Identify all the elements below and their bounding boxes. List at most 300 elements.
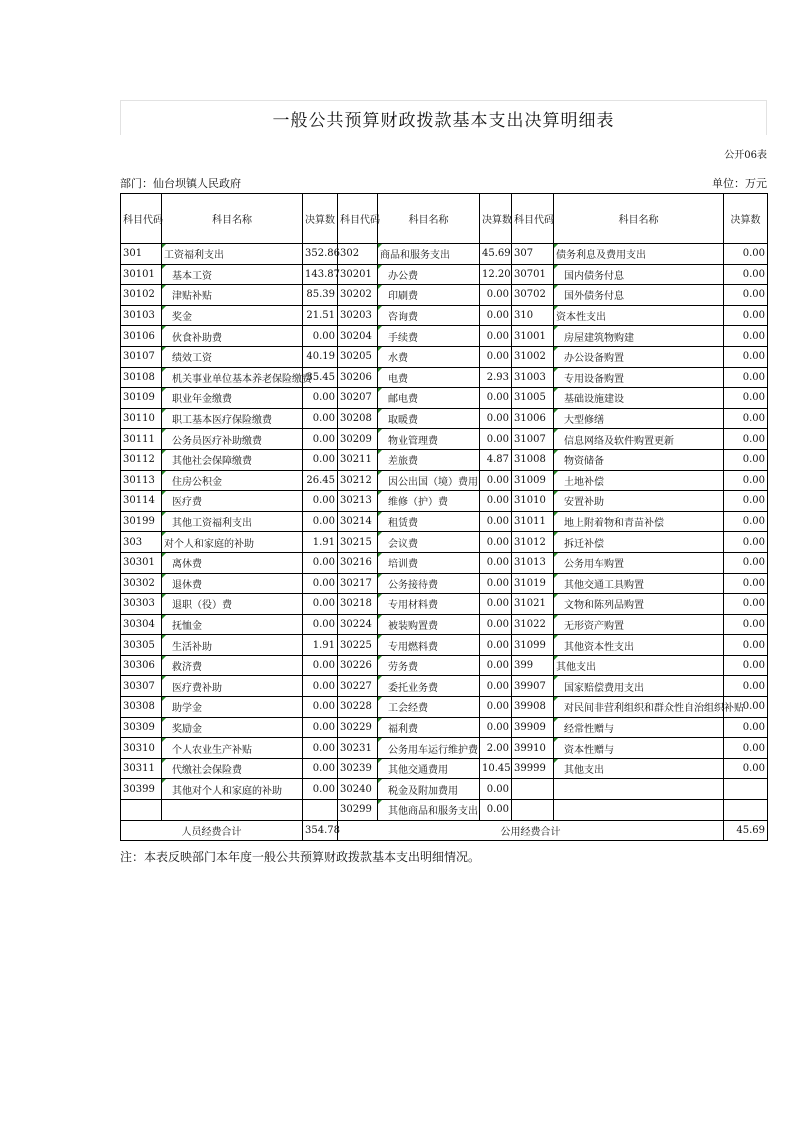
subject-code-cell: 399 [512,655,554,676]
amount-cell: 26.45 [303,470,338,491]
subject-name-cell: 经常性赠与 [554,717,724,738]
subject-code-cell: 30114 [121,491,162,512]
subject-code-cell [121,800,162,821]
subject-code-cell: 31003 [512,367,554,388]
amount-cell: 4.87 [480,449,512,470]
amount-cell: 0.00 [303,326,338,347]
subject-code-cell: 30211 [338,449,378,470]
subject-code-cell: 30231 [338,738,378,759]
table-row [121,635,768,656]
subject-name-cell: 公务用车购置 [554,552,724,573]
amount-cell: 0.00 [303,655,338,676]
subject-code-cell: 31009 [512,470,554,491]
amount-cell: 0.00 [724,449,768,470]
amount-cell: 0.00 [303,717,338,738]
table-row [121,738,768,759]
amount-cell: 0.00 [724,264,768,285]
amount-cell: 40.19 [303,346,338,367]
subject-code-cell: 31013 [512,552,554,573]
amount-cell: 0.00 [724,552,768,573]
amount-cell: 0.00 [724,388,768,409]
subject-name-cell: 劳务费 [378,655,480,676]
amount-cell: 0.00 [724,655,768,676]
table-row [121,449,768,470]
amount-cell: 0.00 [303,614,338,635]
amount-cell: 0.00 [480,326,512,347]
amount-cell: 0.00 [480,491,512,512]
amount-cell: 0.00 [724,367,768,388]
amount-cell: 0.00 [480,511,512,532]
subject-name-cell: 资本性赠与 [554,738,724,759]
subject-code-cell: 30215 [338,532,378,553]
subject-code-cell: 30311 [121,758,162,779]
subject-code-cell: 31005 [512,388,554,409]
subject-code-cell: 30207 [338,388,378,409]
amount-cell [303,800,338,821]
subject-name-cell: 救济费 [162,655,303,676]
subject-code-cell: 30227 [338,676,378,697]
subject-name-cell: 津贴补贴 [162,285,303,306]
table-row [121,779,768,800]
amount-cell: 0.00 [303,779,338,800]
subject-code-cell: 39907 [512,676,554,697]
amount-cell: 0.00 [724,244,768,265]
subject-code-cell: 310 [512,305,554,326]
amount-cell: 0.00 [724,408,768,429]
subject-code-cell: 39909 [512,717,554,738]
amount-cell: 0.00 [480,614,512,635]
subject-name-cell: 基本工资 [162,264,303,285]
amount-cell: 0.00 [303,511,338,532]
subject-code-cell: 30302 [121,573,162,594]
table-row [121,511,768,532]
subject-name-cell: 专用燃料费 [378,635,480,656]
amount-cell: 12.20 [480,264,512,285]
subject-name-cell: 其他交通费用 [378,758,480,779]
amount-cell: 0.00 [724,717,768,738]
amount-cell: 2.93 [480,367,512,388]
subject-code-cell: 30205 [338,346,378,367]
subject-name-cell: 奖励金 [162,717,303,738]
subject-name-cell: 安置补助 [554,491,724,512]
subject-name-cell: 其他对个人和家庭的补助 [162,779,303,800]
header-subject-name-1: 科目名称 [162,194,303,244]
subject-name-cell: 公务接待费 [378,573,480,594]
table-row [121,573,768,594]
header-amount-1: 决算数 [303,194,338,244]
subject-code-cell: 30224 [338,614,378,635]
subject-code-cell: 30206 [338,367,378,388]
subject-code-cell: 30239 [338,758,378,779]
amount-cell: 0.00 [724,697,768,718]
table-row [121,367,768,388]
table-row [121,429,768,450]
subject-code-cell: 30103 [121,305,162,326]
subject-code-cell: 30307 [121,676,162,697]
subject-code-cell: 31012 [512,532,554,553]
subject-name-cell: 医疗费补助 [162,676,303,697]
amount-cell: 0.00 [480,285,512,306]
subject-name-cell: 土地补偿 [554,470,724,491]
table-row [121,491,768,512]
subject-name-cell: 机关事业单位基本养老保险缴费 [162,367,303,388]
subject-name-cell: 水费 [378,346,480,367]
amount-cell: 0.00 [303,491,338,512]
subject-name-cell: 公务员医疗补助缴费 [162,429,303,450]
subject-name-cell: 医疗费 [162,491,303,512]
table-row [121,800,768,821]
expenditure-table [120,193,768,841]
public-total-label: 公用经费合计 [338,820,724,841]
subject-name-cell: 邮电费 [378,388,480,409]
title-row [120,100,767,135]
subject-code-cell: 30309 [121,717,162,738]
table-body [121,244,768,821]
subject-name-cell: 基础设施建设 [554,388,724,409]
subject-name-cell: 专用材料费 [378,594,480,615]
amount-cell: 0.00 [480,552,512,573]
table-row [121,285,768,306]
subject-name-cell: 印刷费 [378,285,480,306]
table-row [121,697,768,718]
subject-code-cell: 31021 [512,594,554,615]
subject-code-cell: 31022 [512,614,554,635]
subject-code-cell: 30106 [121,326,162,347]
subject-name-cell: 奖金 [162,305,303,326]
amount-cell: 0.00 [724,326,768,347]
subject-name-cell: 福利费 [378,717,480,738]
amount-cell: 0.00 [303,697,338,718]
header-subject-code-3: 科目代码 [512,194,554,244]
subject-name-cell: 电费 [378,367,480,388]
subject-name-cell: 资本性支出 [554,305,724,326]
subject-code-cell: 301 [121,244,162,265]
table-row [121,655,768,676]
subject-code-cell: 31002 [512,346,554,367]
subject-code-cell: 39999 [512,758,554,779]
subject-name-cell [554,800,724,821]
subject-code-cell: 30199 [121,511,162,532]
amount-cell: 0.00 [303,388,338,409]
subject-code-cell: 30228 [338,697,378,718]
subject-code-cell: 31007 [512,429,554,450]
header-amount-2: 决算数 [480,194,512,244]
subject-name-cell: 委托业务费 [378,676,480,697]
subject-code-cell: 31006 [512,408,554,429]
subject-code-cell: 30303 [121,594,162,615]
amount-cell: 0.00 [303,449,338,470]
amount-cell: 0.00 [724,305,768,326]
subject-code-cell: 39908 [512,697,554,718]
report-sheet [120,100,767,841]
amount-cell: 0.00 [480,532,512,553]
totals-row [121,820,768,841]
amount-cell: 45.69 [480,244,512,265]
amount-cell: 0.00 [303,758,338,779]
amount-cell: 0.00 [480,800,512,821]
amount-cell: 0.00 [480,676,512,697]
amount-cell: 0.00 [724,491,768,512]
subject-code-cell: 30217 [338,573,378,594]
subject-code-cell: 30107 [121,346,162,367]
amount-cell: 0.00 [303,408,338,429]
table-row [121,408,768,429]
subject-name-cell: 离休费 [162,552,303,573]
personnel-total-value: 354.78 [303,820,338,841]
subject-name-cell: 其他交通工具购置 [554,573,724,594]
subject-code-cell: 30226 [338,655,378,676]
subject-name-cell: 取暖费 [378,408,480,429]
subject-name-cell: 其他资本性支出 [554,635,724,656]
amount-cell: 0.00 [724,346,768,367]
subject-code-cell: 30218 [338,594,378,615]
table-row [121,717,768,738]
subject-name-cell: 拆迁补偿 [554,532,724,553]
amount-cell [724,800,768,821]
amount-cell: 0.00 [480,408,512,429]
amount-cell: 0.00 [724,594,768,615]
subject-name-cell: 文物和陈列品购置 [554,594,724,615]
subject-name-cell: 绩效工资 [162,346,303,367]
amount-cell: 0.00 [303,738,338,759]
amount-cell: 0.00 [724,573,768,594]
amount-cell: 0.00 [724,429,768,450]
amount-cell: 2.00 [480,738,512,759]
table-row [121,305,768,326]
subject-code-cell: 30202 [338,285,378,306]
subject-name-cell: 信息网络及软件购置更新 [554,429,724,450]
subject-name-cell: 其他工资福利支出 [162,511,303,532]
subject-code-cell: 307 [512,244,554,265]
subject-name-cell: 退职（役）费 [162,594,303,615]
subject-name-cell: 助学金 [162,697,303,718]
page-title: 一般公共预算财政拨款基本支出决算明细表 [272,110,615,131]
subject-name-cell: 办公设备购置 [554,346,724,367]
amount-cell: 0.00 [724,470,768,491]
amount-cell: 0.00 [480,470,512,491]
subject-name-cell: 会议费 [378,532,480,553]
subject-name-cell: 商品和服务支出 [378,244,480,265]
subject-code-cell: 30304 [121,614,162,635]
subject-name-cell: 因公出国（境）费用 [378,470,480,491]
table-row [121,532,768,553]
amount-cell: 352.86 [303,244,338,265]
subject-name-cell: 专用设备购置 [554,367,724,388]
code-row [120,135,767,171]
subject-name-cell: 工资福利支出 [162,244,303,265]
subject-name-cell: 差旅费 [378,449,480,470]
amount-cell: 0.00 [724,532,768,553]
subject-name-cell: 物资储备 [554,449,724,470]
subject-code-cell: 30225 [338,635,378,656]
subject-name-cell: 办公费 [378,264,480,285]
subject-name-cell: 租赁费 [378,511,480,532]
subject-name-cell: 职工基本医疗保险缴费 [162,408,303,429]
amount-cell: 35.45 [303,367,338,388]
amount-cell: 0.00 [724,738,768,759]
amount-cell: 0.00 [303,573,338,594]
doc-code-label: 公开06表 [724,150,767,161]
amount-cell: 10.45 [480,758,512,779]
personnel-total-label: 人员经费合计 [121,820,303,841]
amount-cell: 1.91 [303,635,338,656]
table-row [121,470,768,491]
subject-name-cell [162,800,303,821]
table-row [121,264,768,285]
header-amount-3: 决算数 [724,194,768,244]
amount-cell: 0.00 [724,285,768,306]
subject-name-cell: 工会经费 [378,697,480,718]
subject-code-cell: 31011 [512,511,554,532]
amount-cell: 0.00 [303,676,338,697]
subject-name-cell: 国家赔偿费用支出 [554,676,724,697]
subject-code-cell: 30701 [512,264,554,285]
subject-code-cell: 31008 [512,449,554,470]
subject-code-cell: 302 [338,244,378,265]
amount-cell: 0.00 [480,717,512,738]
subject-code-cell: 30208 [338,408,378,429]
subject-code-cell: 30112 [121,449,162,470]
subject-name-cell: 伙食补助费 [162,326,303,347]
subject-name-cell: 住房公积金 [162,470,303,491]
subject-name-cell: 培训费 [378,552,480,573]
subject-code-cell: 30308 [121,697,162,718]
amount-cell: 0.00 [480,305,512,326]
subject-code-cell: 30310 [121,738,162,759]
subject-name-cell: 对个人和家庭的补助 [162,532,303,553]
table-row [121,326,768,347]
subject-code-cell: 30108 [121,367,162,388]
subject-code-cell: 30212 [338,470,378,491]
subject-name-cell: 手续费 [378,326,480,347]
subject-code-cell: 30229 [338,717,378,738]
unit-label: 单位：万元 [712,177,767,190]
subject-code-cell: 30209 [338,429,378,450]
table-header-row [121,194,768,244]
subject-name-cell: 对民间非营利组织和群众性自治组织补贴 [554,697,724,718]
subject-name-cell: 地上附着物和青苗补偿 [554,511,724,532]
subject-name-cell: 退休费 [162,573,303,594]
subject-code-cell: 30203 [338,305,378,326]
subject-code-cell: 30110 [121,408,162,429]
footnote: 注：本表反映部门本年度一般公共预算财政拨款基本支出明细情况。 [120,850,481,864]
amount-cell: 1.91 [303,532,338,553]
subject-code-cell: 39910 [512,738,554,759]
header-subject-name-3: 科目名称 [554,194,724,244]
subject-name-cell: 生活补助 [162,635,303,656]
subject-name-cell: 债务利息及费用支出 [554,244,724,265]
subject-code-cell: 30214 [338,511,378,532]
subject-code-cell: 31010 [512,491,554,512]
header-subject-code-2: 科目代码 [338,194,378,244]
subject-code-cell: 30216 [338,552,378,573]
header-subject-code-1: 科目代码 [121,194,162,244]
subject-code-cell: 30240 [338,779,378,800]
subject-name-cell: 国外债务付息 [554,285,724,306]
subject-code-cell: 31001 [512,326,554,347]
public-total-value: 45.69 [724,820,768,841]
amount-cell: 0.00 [303,429,338,450]
subject-code-cell: 30102 [121,285,162,306]
subject-code-cell: 30101 [121,264,162,285]
subject-code-cell: 30109 [121,388,162,409]
amount-cell: 0.00 [480,655,512,676]
subject-name-cell: 税金及附加费用 [378,779,480,800]
table-row [121,346,768,367]
subject-name-cell [554,779,724,800]
subject-name-cell: 抚恤金 [162,614,303,635]
department-label: 部门：仙台坝镇人民政府 [120,177,241,190]
table-row [121,552,768,573]
amount-cell: 143.87 [303,264,338,285]
table-row [121,676,768,697]
subject-name-cell: 物业管理费 [378,429,480,450]
table-row [121,594,768,615]
subject-code-cell: 30306 [121,655,162,676]
amount-cell: 0.00 [480,429,512,450]
table-row [121,614,768,635]
amount-cell: 0.00 [724,614,768,635]
subject-name-cell: 个人农业生产补贴 [162,738,303,759]
amount-cell: 0.00 [724,511,768,532]
amount-cell: 0.00 [724,758,768,779]
subject-code-cell: 30301 [121,552,162,573]
amount-cell: 0.00 [303,552,338,573]
header-subject-name-2: 科目名称 [378,194,480,244]
amount-cell: 0.00 [303,594,338,615]
amount-cell: 0.00 [480,594,512,615]
subject-code-cell: 30111 [121,429,162,450]
subject-name-cell: 咨询费 [378,305,480,326]
amount-cell: 0.00 [480,346,512,367]
subject-name-cell: 房屋建筑物购建 [554,326,724,347]
subject-code-cell: 303 [121,532,162,553]
amount-cell [724,779,768,800]
amount-cell: 0.00 [480,388,512,409]
subject-name-cell: 其他社会保障缴费 [162,449,303,470]
subject-name-cell: 其他商品和服务支出 [378,800,480,821]
subject-code-cell: 30299 [338,800,378,821]
table-row [121,758,768,779]
subject-code-cell: 30399 [121,779,162,800]
subject-code-cell: 30204 [338,326,378,347]
amount-cell: 0.00 [480,697,512,718]
amount-cell: 0.00 [724,676,768,697]
subject-name-cell: 国内债务付息 [554,264,724,285]
subject-code-cell: 30702 [512,285,554,306]
subject-name-cell: 其他支出 [554,758,724,779]
amount-cell: 21.51 [303,305,338,326]
subject-name-cell: 公务用车运行维护费 [378,738,480,759]
subject-code-cell: 31019 [512,573,554,594]
amount-cell: 0.00 [480,635,512,656]
table-row [121,388,768,409]
amount-cell: 0.00 [724,635,768,656]
amount-cell: 85.39 [303,285,338,306]
subject-code-cell: 31099 [512,635,554,656]
subject-name-cell: 其他支出 [554,655,724,676]
subject-name-cell: 职业年金缴费 [162,388,303,409]
subject-name-cell: 维修（护）费 [378,491,480,512]
subject-name-cell: 被装购置费 [378,614,480,635]
subject-code-cell: 30113 [121,470,162,491]
subject-code-cell [512,779,554,800]
amount-cell: 0.00 [480,779,512,800]
amount-cell: 0.00 [480,573,512,594]
subject-name-cell: 无形资产购置 [554,614,724,635]
subject-code-cell: 30213 [338,491,378,512]
subject-code-cell [512,800,554,821]
